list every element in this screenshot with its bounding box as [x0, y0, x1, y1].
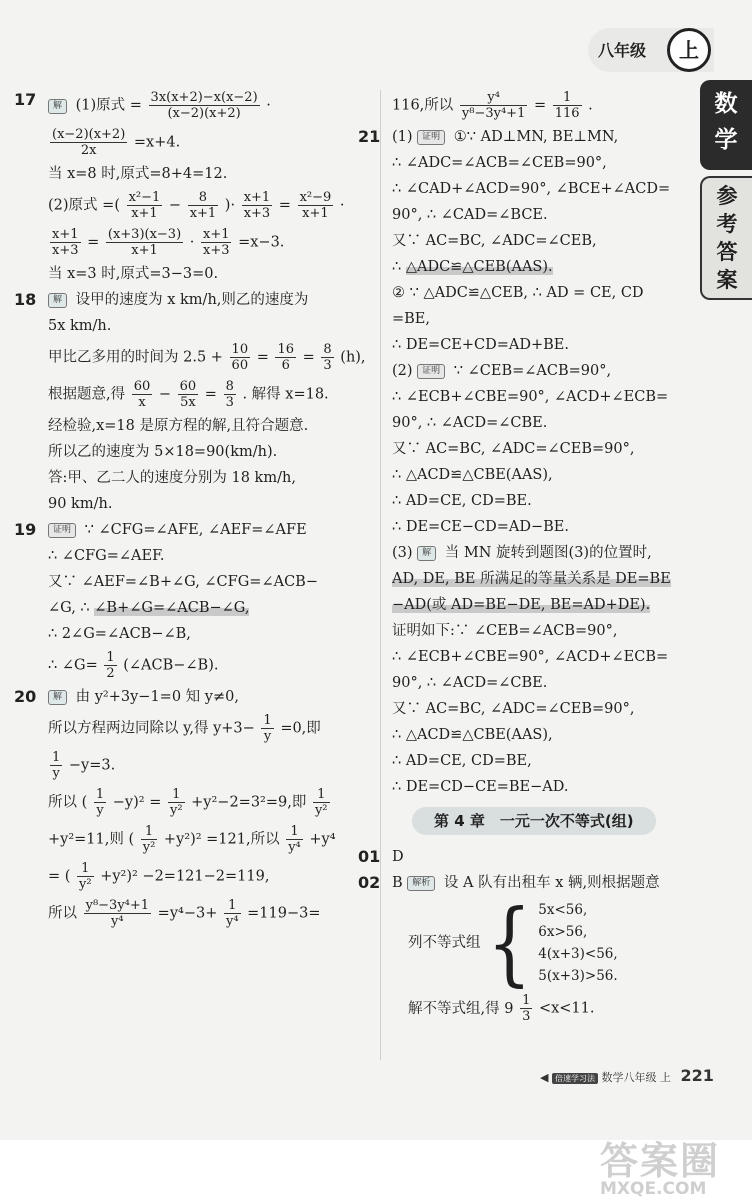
fraction: [224, 379, 236, 410]
denominator: 2x: [80, 143, 97, 158]
numerator: x²−9: [299, 190, 332, 205]
subject-label: 数学: [714, 91, 738, 153]
analysis-tag: 解析: [407, 876, 435, 891]
denominator: x+1: [131, 243, 158, 258]
denominator: y²: [142, 840, 156, 855]
q21-line16: ∴ DE=CE−CD=AD−BE.: [392, 519, 569, 535]
denominator: y: [52, 766, 60, 781]
numerator: 8: [225, 379, 234, 394]
q21-line3: ∴ ∠CAD+∠ACD=90°, ∠BCE+∠ACD=: [392, 181, 671, 197]
q21-line15: ∴ AD=CE, CD=BE.: [392, 493, 532, 509]
q20-line7: [48, 898, 370, 929]
numerator: 16: [277, 342, 295, 357]
q21-line9: ∴ DE=CE+CD=AD+BE.: [392, 337, 569, 353]
a02-line3: [392, 993, 692, 1024]
numerator: 1: [522, 993, 531, 1008]
text: =: [302, 349, 315, 366]
answer-label: 参考答案: [716, 184, 738, 292]
solve-tag: 解: [48, 690, 67, 705]
denominator: 6: [281, 358, 290, 373]
q18-line4: [48, 379, 370, 410]
text: ∴: [392, 259, 406, 275]
numerator: 8: [323, 342, 332, 357]
denominator: y²: [79, 877, 92, 892]
text: ∴ ∠G=: [48, 657, 98, 674]
text: 116,所以: [392, 97, 454, 114]
denominator: x+3: [52, 243, 79, 258]
denominator: x+3: [243, 206, 271, 221]
text: ·: [266, 97, 271, 114]
inequality: 5(x+3)>56.: [538, 968, 618, 984]
q17-line4: [48, 190, 370, 221]
q19-line3: 又∵ ∠AEF=∠B+∠G, ∠CFG=∠ACB−: [48, 574, 318, 590]
q17-line2: [48, 127, 370, 158]
text: 甲比乙多用的时间为 2.5 +: [48, 349, 223, 366]
left-column: [14, 90, 370, 935]
text: =: [533, 97, 547, 114]
q21-line22: 90°, ∴ ∠ACD=∠CBE.: [392, 675, 548, 691]
q18-line1: [14, 290, 370, 310]
text: =: [204, 386, 217, 403]
denominator: y⁴: [225, 914, 239, 929]
text: (3): [392, 545, 413, 561]
numerator: 1: [52, 750, 61, 765]
numerator: 1: [141, 824, 158, 840]
fraction: [201, 227, 232, 258]
denominator: y: [96, 803, 104, 818]
subject-tab: [700, 80, 752, 170]
numerator: 1: [313, 787, 330, 803]
numerator: 60: [179, 379, 197, 394]
q21-line23: 又∵ AC=BC, ∠ADC=∠CEB=90°,: [392, 701, 635, 717]
fraction: [553, 90, 582, 121]
numerator: 1: [106, 650, 115, 665]
text: = (: [48, 868, 71, 885]
q19-line1: [14, 520, 370, 540]
text: 设 A 队有出租车 x 辆,则根据题意: [443, 875, 660, 891]
text: 当 MN 旋转到题图(3)的位置时,: [444, 545, 652, 561]
a02-line1: [358, 873, 692, 893]
text: 所以: [48, 905, 77, 922]
proof-tag: 证明: [48, 523, 76, 538]
a02-system: [392, 889, 692, 997]
q21-line14: ∴ △ACD≌△CBE(AAS),: [392, 467, 553, 483]
text: +y²=11,则 (: [48, 831, 135, 848]
fraction: [230, 342, 251, 373]
solve-tag: 解: [48, 99, 67, 114]
answer-choice: D: [392, 849, 404, 865]
text: 解不等式组,得 9: [408, 1000, 514, 1017]
fraction: [224, 898, 241, 929]
fraction: [298, 190, 334, 221]
text: −: [168, 197, 182, 214]
fraction: [141, 824, 158, 855]
text: 设甲的速度为 x km/h,则乙的速度为: [75, 292, 309, 308]
q17-line5: [48, 227, 370, 258]
q19-line2: ∴ ∠CFG=∠AEF.: [48, 548, 165, 564]
grade-label: 八年级: [598, 41, 647, 60]
denominator: y⁴: [111, 914, 124, 929]
numerator: 1: [95, 787, 105, 802]
q17-line3: 当 x=8 时,原式=8+4=12.: [48, 166, 228, 182]
numerator: 10: [231, 342, 249, 357]
highlighted-text: △ADC≌△CEB(AAS).: [405, 259, 553, 275]
text: ①∵ AD⊥MN, BE⊥MN,: [453, 129, 619, 145]
q17-line1: [14, 90, 370, 121]
q21-line17: [392, 543, 692, 563]
numerator: y⁴: [460, 90, 527, 106]
text: (2)原式 =: [48, 197, 115, 214]
text: +y²−2=3²=9,即: [191, 794, 307, 811]
q18-line6: 所以乙的速度为 5×18=90(km/h).: [48, 444, 278, 460]
q18-line7: 答:甲、乙二人的速度分别为 18 km/h,: [48, 470, 296, 486]
q21-line24: ∴ △ACD≌△CBE(AAS),: [392, 727, 553, 743]
q20-line1: [14, 687, 370, 707]
q20-line3: [48, 750, 370, 781]
text: −y)² =: [112, 794, 162, 811]
denominator: 3: [323, 358, 332, 373]
denominator: 3: [225, 395, 234, 410]
denominator: 2: [106, 666, 115, 681]
fraction: [132, 379, 153, 410]
inequality: 5x<56,: [538, 902, 588, 918]
right-column: [358, 90, 692, 1030]
text: <x<11.: [538, 1000, 595, 1017]
denominator: 3: [522, 1009, 531, 1024]
numerator: x²−1: [128, 190, 161, 205]
q21-line2: ∴ ∠ADC=∠ACB=∠CEB=90°,: [392, 155, 607, 171]
numerator: 1: [168, 787, 185, 803]
text: )·: [224, 197, 236, 214]
chapter-heading-row: [392, 807, 692, 835]
fraction: [286, 824, 303, 855]
numerator: (x−2)(x+2): [52, 127, 126, 142]
denominator: x+1: [302, 206, 329, 221]
text: 所以方程两边同除以 y,得 y+3−: [48, 720, 255, 737]
highlighted-text: AD, DE, BE 所满足的等量关系是 DE=BE: [392, 571, 671, 587]
text: .: [588, 97, 593, 114]
text: =y⁴−3+: [157, 905, 218, 922]
answer-choice: B: [392, 875, 403, 891]
text: −y=3.: [68, 757, 116, 774]
denominator: 5x: [180, 395, 196, 410]
fraction: [106, 227, 183, 258]
text: 列不等式组: [408, 935, 481, 951]
text: +y²)² =121,所以: [163, 831, 280, 848]
text: =119−3=: [247, 905, 321, 922]
denominator: x: [138, 395, 146, 410]
q19-line4: [48, 598, 370, 618]
q21-line13: 又∵ AC=BC, ∠ADC=∠CEB=90°,: [392, 441, 635, 457]
footer-text: 数学八年级: [601, 1071, 657, 1084]
fraction: [77, 861, 94, 892]
text: −: [158, 386, 172, 403]
q20-line6: [48, 861, 370, 892]
highlighted-text: −AD(或 AD=BE−DE, BE=AD+DE).: [392, 597, 651, 613]
inequality-system: [538, 899, 617, 987]
arrow-icon: ◀: [540, 1071, 549, 1084]
numerator: 1: [263, 713, 272, 728]
inequality: 4(x+3)<56,: [538, 946, 618, 962]
q21-line25: ∴ AD=CE, CD=BE,: [392, 753, 532, 769]
text: (1): [392, 129, 413, 145]
numerator: x+1: [243, 190, 271, 205]
volume-badge: 上: [667, 28, 711, 72]
answer-tab: [700, 176, 752, 300]
fraction: [313, 787, 330, 818]
fraction: [188, 190, 219, 221]
solve-tag: 解: [48, 293, 67, 308]
denominator: 60: [231, 358, 249, 373]
denominator: x+1: [189, 206, 217, 221]
denominator: x+3: [202, 243, 230, 258]
numerator: x+1: [202, 227, 230, 242]
fraction: [321, 342, 333, 373]
q18-line3: [48, 342, 370, 373]
q20-line4: [48, 787, 370, 818]
fraction: [94, 787, 106, 818]
text: 所以 (: [48, 794, 88, 811]
text: =0,即: [280, 720, 321, 737]
denominator: x+1: [131, 206, 158, 221]
fraction: [104, 650, 116, 681]
text: =: [278, 197, 291, 214]
fraction: [178, 379, 199, 410]
q21-line1: [358, 127, 692, 147]
q21-line8: =BE,: [392, 311, 430, 327]
highlighted-text: ∠B+∠G=∠ACB−∠G,: [94, 600, 250, 616]
numerator: 1: [553, 90, 582, 106]
text: +y⁴: [309, 831, 336, 848]
proof-tag: 证明: [417, 364, 445, 379]
fraction: [520, 993, 532, 1024]
brand-logo: 倍速学习法: [552, 1073, 598, 1084]
text: +y²)² −2=121−2=119,: [100, 868, 270, 885]
fraction: [50, 127, 127, 158]
denominator: y⁸−3y⁴+1: [461, 106, 526, 121]
q21-line19: [392, 595, 692, 615]
text: . 解得 x=18.: [242, 386, 329, 403]
text: (2): [392, 363, 413, 379]
denominator: 116: [554, 106, 580, 121]
denominator: y²: [169, 803, 183, 818]
fraction: [460, 90, 527, 121]
text: (: [114, 197, 120, 214]
watermark-url: MXQE.COM: [600, 1179, 707, 1199]
numerator: (x+3)(x−3): [107, 227, 182, 242]
fraction: [149, 90, 260, 121]
solve-tag: 解: [417, 546, 436, 561]
denominator: y: [263, 729, 272, 744]
numerator: 8: [188, 190, 219, 206]
q20-continued: [392, 90, 692, 121]
q19-line6: [48, 650, 370, 681]
q18-line2: 5x km/h.: [48, 318, 112, 334]
volume-mark: 上: [659, 1071, 671, 1084]
text: ∵ ∠CEB=∠ACB=90°,: [453, 363, 612, 379]
q21-line10: [392, 361, 692, 381]
text: =x+4.: [133, 134, 181, 151]
q21-line21: ∴ ∠ECB+∠CBE=90°, ∠ACD+∠ECB=: [392, 649, 669, 665]
q17-line6: 当 x=3 时,原式=3−3=0.: [48, 266, 219, 282]
numerator: 1: [286, 824, 303, 840]
q19-line5: ∴ 2∠G=∠ACB−∠B,: [48, 626, 191, 642]
text: =: [256, 349, 269, 366]
text: 根据题意,得: [48, 386, 126, 403]
column-divider: [380, 90, 381, 1060]
numerator: x+1: [52, 227, 79, 242]
denominator: (x−2)(x+2): [167, 106, 241, 121]
q21-line7: ② ∵ △ADC≌△CEB, ∴ AD = CE, CD: [392, 285, 644, 301]
numerator: 1: [77, 861, 94, 877]
question-number: 20: [14, 687, 37, 706]
q21-line5: 又∵ AC=BC, ∠ADC=∠CEB,: [392, 233, 597, 249]
denominator: y⁴: [288, 840, 301, 855]
question-number: 19: [14, 520, 37, 539]
fraction: [275, 342, 296, 373]
page-footer: [540, 1066, 714, 1085]
question-number: 02: [358, 873, 381, 892]
inequality: 6x>56,: [538, 924, 588, 940]
a01-line: [358, 847, 692, 867]
question-number: 01: [358, 847, 381, 866]
chapter-heading: 第 4 章 一元一次不等式(组): [412, 807, 656, 835]
text: ·: [339, 197, 345, 214]
text: =: [87, 234, 100, 251]
watermark: [600, 1130, 720, 1199]
brace: {: [487, 889, 532, 997]
question-number: 18: [14, 290, 37, 309]
text: (h),: [340, 349, 366, 366]
numerator: 1: [224, 898, 241, 914]
fraction: [242, 190, 273, 221]
text: (1)原式 =: [75, 97, 142, 114]
watermark-logo: 答案圈: [600, 1139, 721, 1183]
q18-line8: 90 km/h.: [48, 496, 113, 512]
q21-line20: 证明如下:∵ ∠CEB=∠ACB=90°,: [392, 623, 618, 639]
q21-line6: [392, 257, 692, 277]
q21-line26: ∴ DE=CD−CE=BE−AD.: [392, 779, 569, 795]
fraction: [127, 190, 163, 221]
q21-line12: 90°, ∴ ∠ACD=∠CBE.: [392, 415, 548, 431]
q21-line11: ∴ ∠ECB+∠CBE=90°, ∠ACD+∠ECB=: [392, 389, 669, 405]
text: =x−3.: [238, 234, 285, 251]
text: ∠G, ∴: [48, 600, 95, 616]
text: 由 y²+3y−1=0 知 y≠0,: [75, 689, 239, 705]
numerator: 60: [133, 379, 151, 394]
q20-line5: [48, 824, 370, 855]
fraction: [50, 227, 81, 258]
q21-line4: 90°, ∴ ∠CAD=∠BCE.: [392, 207, 548, 223]
question-number: 17: [14, 90, 37, 109]
question-number: 21: [358, 127, 381, 146]
fraction: [168, 787, 185, 818]
q21-line18: [392, 569, 692, 589]
fraction: [50, 750, 62, 781]
page-number: 221: [680, 1066, 714, 1085]
fraction: [261, 713, 273, 744]
fraction: [84, 898, 151, 929]
proof-tag: 证明: [417, 130, 445, 145]
text: ∵ ∠CFG=∠AFE, ∠AEF=∠AFE: [84, 522, 307, 538]
denominator: y²: [314, 803, 328, 818]
q18-line5: 经检验,x=18 是原方程的解,且符合题意.: [48, 418, 309, 434]
numerator: y⁸−3y⁴+1: [85, 898, 150, 913]
text: (∠ACB−∠B).: [123, 657, 219, 674]
text: ·: [189, 234, 195, 251]
numerator: 3x(x+2)−x(x−2): [150, 90, 258, 105]
q20-line2: [48, 713, 370, 744]
